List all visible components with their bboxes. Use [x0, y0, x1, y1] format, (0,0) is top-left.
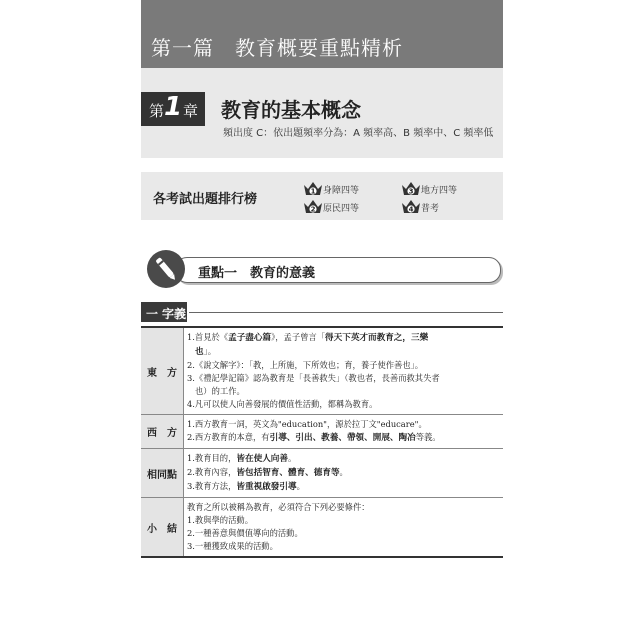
list-item: [187, 345, 499, 359]
list-item: [187, 514, 499, 527]
divider: [189, 312, 503, 313]
table-row: [141, 449, 503, 498]
item-text: 3.教育方法，: [187, 481, 237, 491]
list-item: [187, 418, 499, 431]
item-text: 4.凡可以使人向善發展的價值性活動，都稱為教育。: [187, 399, 378, 409]
rank-number: 2: [310, 205, 316, 214]
item-text: 也）的工作。: [195, 386, 245, 396]
crown-icon: [401, 180, 421, 196]
crown-icon: [401, 198, 421, 214]
emphasis-text: 孟子盡心篇: [228, 333, 272, 343]
item-text: 2.一種善意與價值導向的活動。: [187, 528, 303, 538]
glossary-number: 一: [146, 307, 159, 321]
ranking-title: 各考試出題排行榜: [153, 192, 258, 207]
row-heading: 相同點: [141, 449, 184, 497]
item-text: 2.西方教育的本意，有: [187, 432, 270, 442]
rank-number: 3: [408, 187, 414, 196]
table-row: [141, 328, 503, 415]
list-item: [187, 431, 499, 445]
list-item: [187, 372, 499, 385]
emphasis-text: 皆在使人向善: [236, 454, 288, 464]
crown-icon: [303, 180, 323, 196]
part-banner: [141, 0, 503, 68]
rank-label: 身障四等: [323, 186, 360, 196]
key-point-header: [141, 246, 503, 292]
key-point-title: 重點一 教育的意義: [198, 266, 316, 281]
row-content: [184, 328, 503, 414]
item-text: 1.教育目的，: [187, 453, 237, 463]
rank-label: 原民四等: [323, 204, 360, 214]
chapter-header: [141, 68, 503, 158]
list-item: [187, 398, 499, 411]
emphasis-text: 引導、引出、教養、帶領、開展、陶冶: [269, 433, 416, 443]
glossary-tag: [141, 302, 187, 322]
table-row: [141, 498, 503, 556]
rank-label: 地方四等: [421, 186, 458, 196]
item-text: 2.教育內容，: [187, 467, 237, 477]
emphasis-text: 皆重視啟發引導: [236, 482, 297, 492]
row-heading: 東 方: [141, 328, 184, 414]
exam-ranking-box: [141, 172, 503, 220]
chapter-tag: [141, 92, 205, 126]
item-text: 」。: [203, 346, 217, 356]
list-item: [187, 501, 499, 514]
crown-icon: [303, 198, 323, 214]
glossary-heading: [141, 302, 503, 322]
textbook-page: [141, 0, 503, 640]
item-text: 教育之所以被稱為教育，必須符合下列必要條件：: [187, 502, 370, 512]
item-text: 》，孟子曾言「: [271, 332, 326, 342]
item-text: 3.一種獲致成果的活動。: [187, 541, 278, 551]
glossary-label: 字義: [162, 307, 187, 321]
item-text: 。: [287, 453, 297, 463]
item-text: 1.首見於《: [187, 332, 229, 342]
row-content: [184, 449, 503, 497]
item-text: 。: [339, 467, 348, 477]
row-heading: 西 方: [141, 415, 184, 448]
part-title: 第一篇 教育概要重點精析: [151, 36, 403, 60]
list-item: [187, 480, 499, 494]
table-row: [141, 415, 503, 449]
key-point-pill: [175, 257, 501, 283]
item-text: 2.《說文解字》：「教，上所施，下所效也；育，養子使作善也」。: [187, 360, 424, 370]
chapter-number: 1: [164, 92, 183, 122]
item-text: 等義。: [415, 432, 441, 442]
list-item: [187, 540, 499, 553]
key-point-badge: [147, 250, 185, 288]
list-item: [187, 331, 499, 345]
rank-number: 4: [408, 205, 414, 214]
row-content: [184, 498, 503, 556]
item-text: 3.《禮記學記篇》認為教育是「長善救失」（教也者，長善而救其失者: [187, 373, 440, 383]
pen-icon: [147, 250, 185, 288]
chapter-title: 教育的基本概念: [221, 98, 361, 122]
item-text: 1.西方教育一詞，英文為"education"，源於拉丁文"educare"。: [187, 419, 427, 429]
list-item: [187, 359, 499, 372]
item-text: 。: [296, 481, 305, 491]
chapter-tag-prefix: 第: [149, 102, 165, 120]
chapter-tag-suffix: 章: [183, 102, 199, 120]
rank-number: 1: [310, 187, 316, 196]
row-heading: 小 結: [141, 498, 184, 556]
emphasis-text: 得天下英才而教育之，三樂: [325, 333, 429, 343]
row-content: [184, 415, 503, 448]
emphasis-text: 也: [195, 347, 204, 357]
list-item: [187, 527, 499, 540]
item-text: 1.教與學的活動。: [187, 515, 253, 525]
list-item: [187, 452, 499, 466]
emphasis-text: 皆包括智育、體育、德育等: [236, 468, 340, 478]
frequency-note: 頻出度 C：依出題頻率分為：A 頻率高、B 頻率中、C 頻率低: [223, 128, 494, 139]
meaning-table: [141, 326, 503, 558]
rank-label: 普考: [421, 204, 440, 214]
list-item: [187, 385, 499, 398]
list-item: [187, 466, 499, 480]
